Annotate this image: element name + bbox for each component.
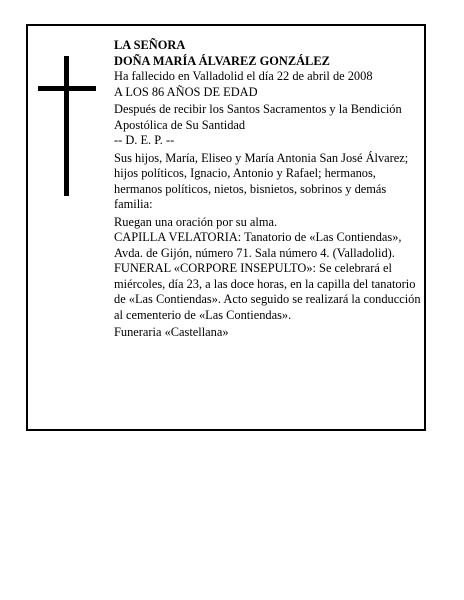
chapel-line: CAPILLA VELATORIA: Tanatorio de «Las Contiendas», Avda. de Gijón, número 71. Sala número 4. (Valladolid). <box>114 230 402 260</box>
cross-vertical-bar <box>64 56 69 196</box>
obituary-title-1: LA SEÑORA <box>114 38 186 52</box>
funeral-line: FUNERAL «CORPORE INSEPULTO»: Se celebrará el miércoles, día 23, a las doce horas, en la capilla del tanatorio de «Las Contiendas». Acto seguido se realizará la conducción al cementerio de «Las Contiendas». <box>114 261 421 322</box>
death-line: Ha fallecido en Valladolid el día 22 de abril de 2008 <box>114 69 373 83</box>
prayer-line: Ruegan una oración por su alma. <box>114 214 278 229</box>
obituary-text <box>114 38 426 341</box>
funeral-home-line: Funeraria «Castellana» <box>114 325 229 339</box>
age-line: A LOS 86 AÑOS DE EDAD <box>114 84 258 99</box>
cross-horizontal-bar <box>38 86 96 91</box>
family-line: Sus hijos, María, Eliseo y María Antonia San José Álvarez; hijos políticos, Ignacio, Antonio y Rafael; hermanos, hermanos políticos, nietos, bisnietos, sobrinos y demás familia: <box>114 150 409 211</box>
sacraments-line: Después de recibir los Santos Sacramentos y la Bendición Apostólica de Su Santidad <box>114 102 402 132</box>
rip-line: -- D. E. P. -- <box>114 133 175 147</box>
deceased-name: DOÑA MARÍA ÁLVAREZ GONZÁLEZ <box>114 53 330 68</box>
